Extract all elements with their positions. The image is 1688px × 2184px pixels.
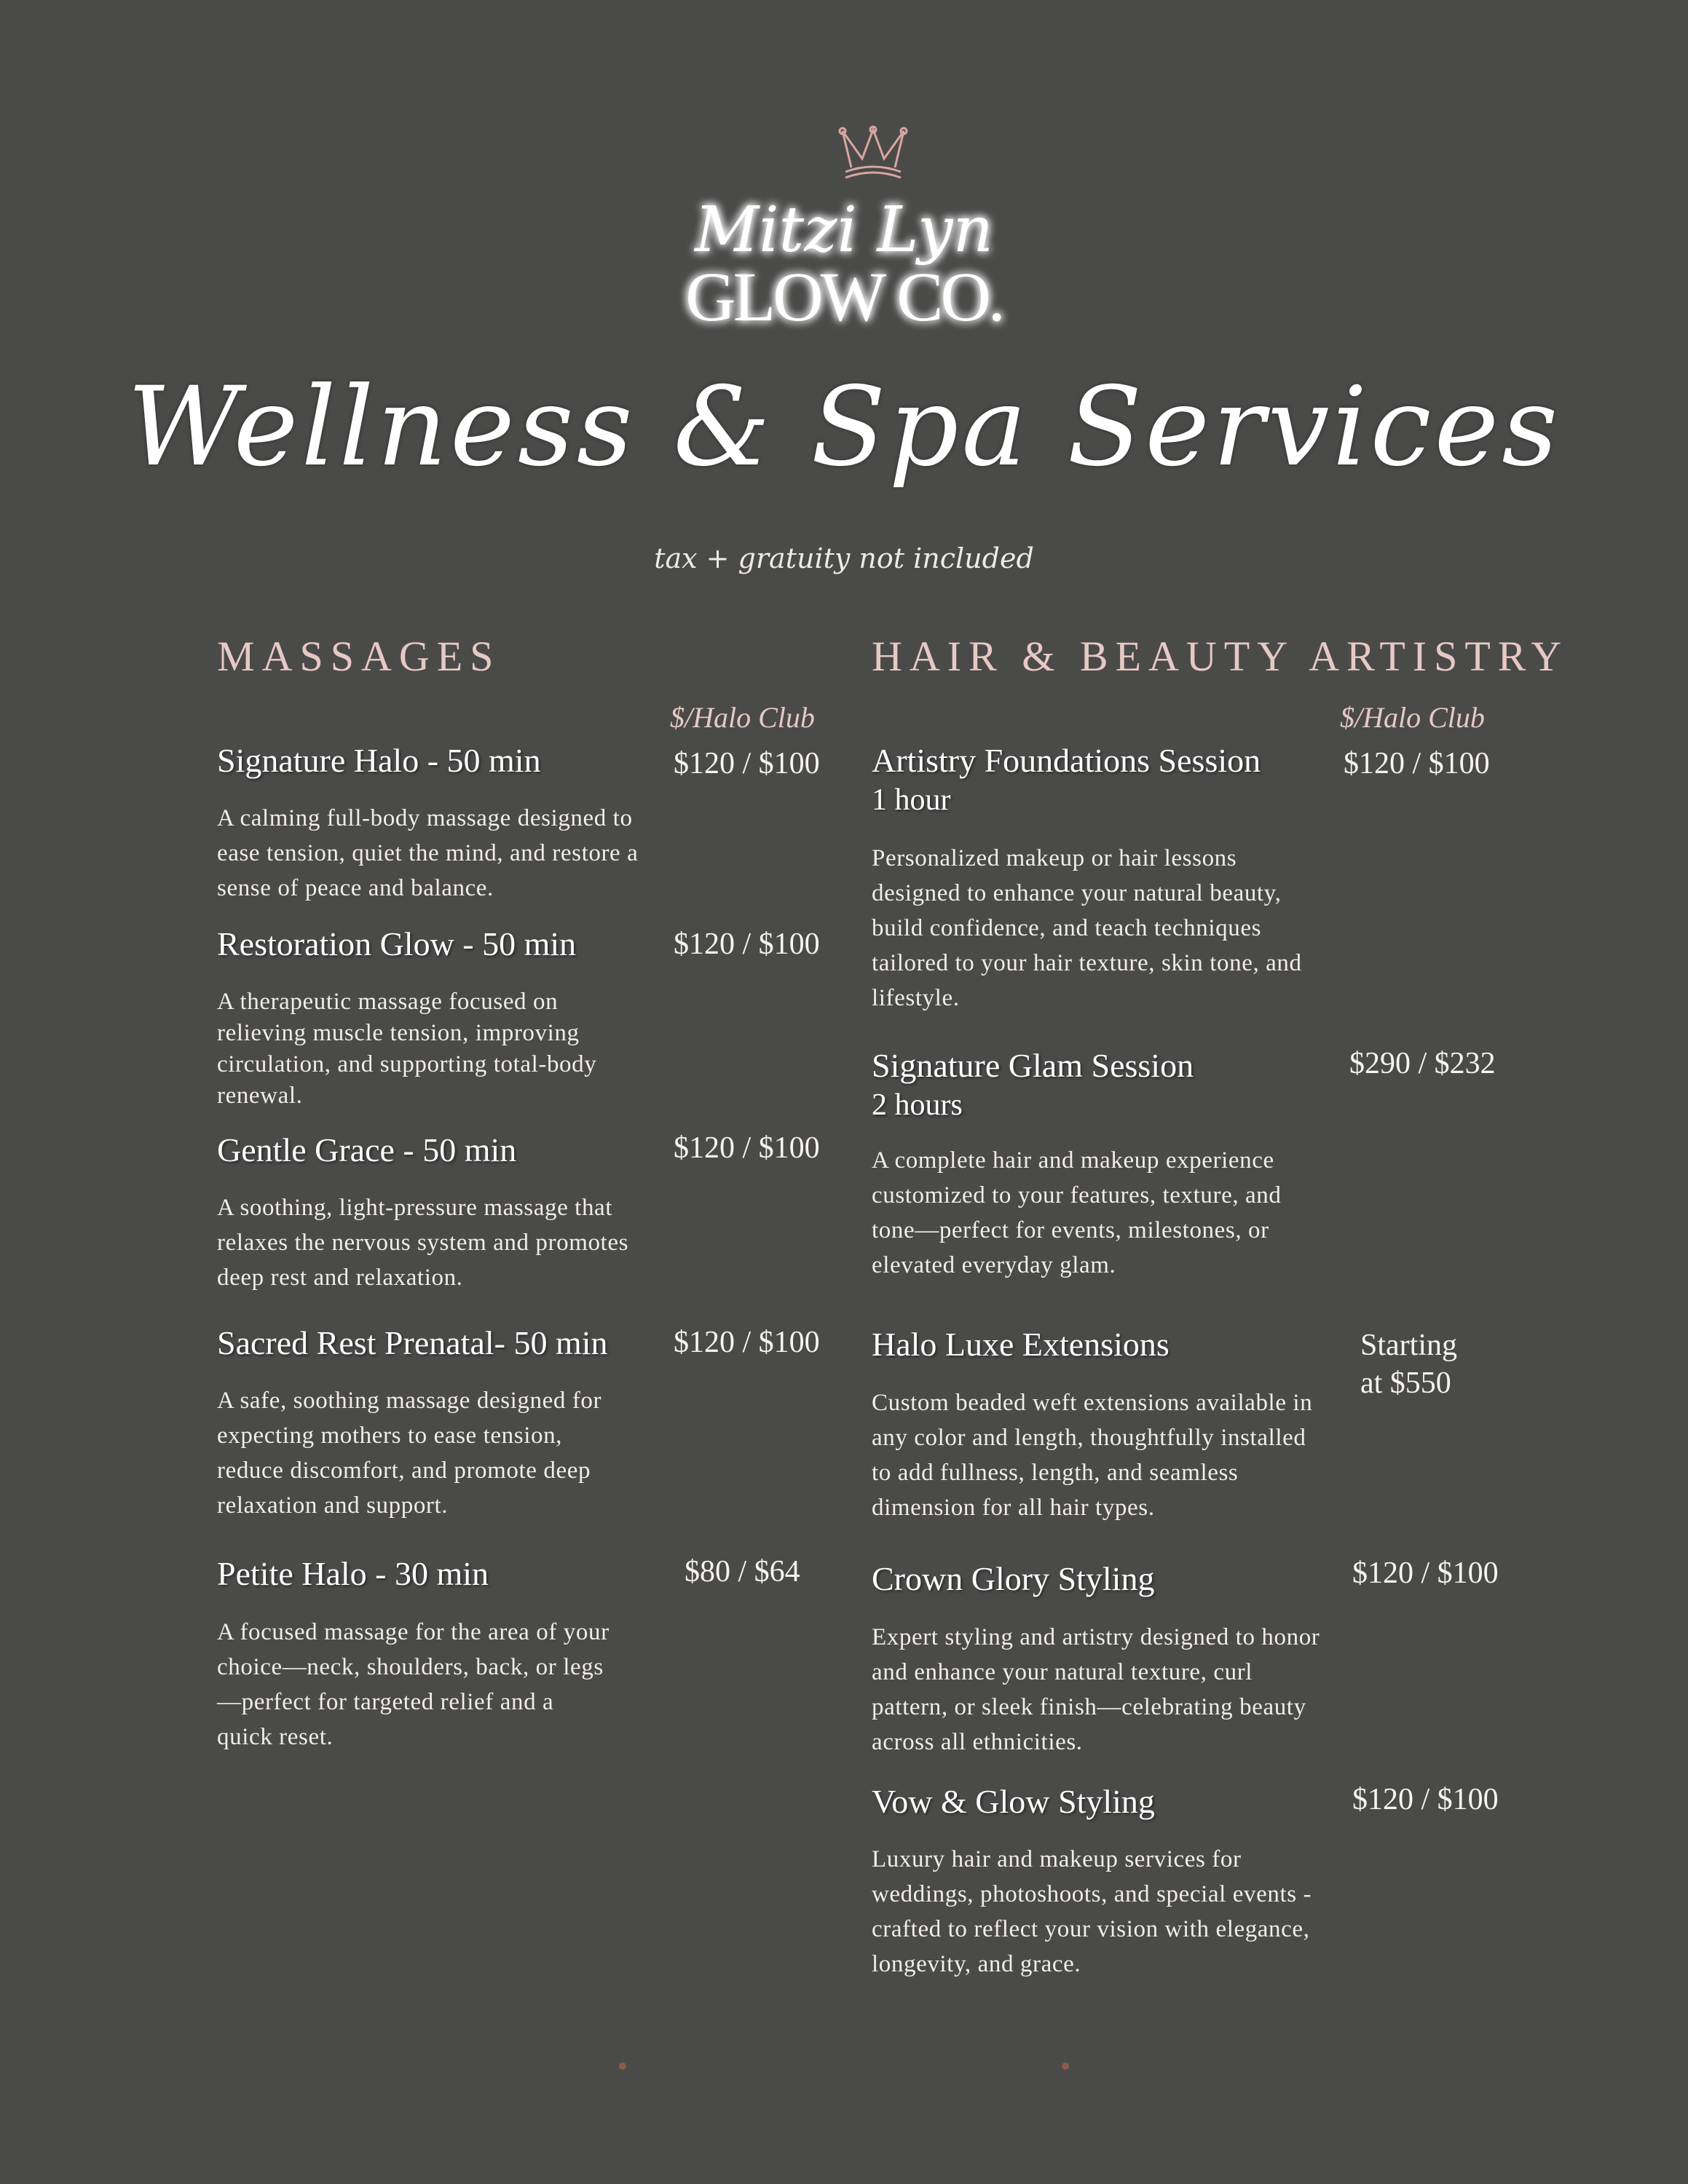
service-description: Custom beaded weft extensions available in any color and length, thoughtfully installed to add fullness, length, and seamless dimension for all hair types. [872, 1390, 1313, 1521]
service-name: Petite Halo - 30 min [217, 1555, 489, 1592]
service-price: $120 / $100 [674, 1326, 820, 1359]
service-price: $120 / $100 [674, 1131, 820, 1165]
service-price: $120 / $100 [674, 927, 820, 961]
service-price: $120 / $100 [674, 747, 820, 780]
page-title: Wellness & Spa Services [127, 364, 1561, 491]
service-description: A focused massage for the area of your choice—neck, shoulders, back, or legs—perfect for targeted relief and a quick reset. [217, 1619, 610, 1750]
tax-note: tax + gratuity not included [654, 542, 1034, 574]
service-name: Artistry Foundations Session [872, 742, 1261, 779]
brand-script: Mitzi Lyn [695, 194, 993, 266]
service-name: Signature Glam Session [872, 1047, 1194, 1084]
service-description: A therapeutic massage focused on relieving muscle tension, improving circulation, and supporting total-body renewal. [217, 989, 597, 1109]
decorative-dot [1062, 2062, 1069, 2070]
brand-glow-co: GLOW CO. [685, 258, 1003, 336]
service-price: $120 / $100 [1344, 747, 1490, 780]
service-name: Sacred Rest Prenatal- 50 min [217, 1324, 608, 1361]
service-description: Expert styling and artistry designed to honor and enhance your natural texture, curl pattern, or sleek finish—celebrating beauty across all ethnicities. [872, 1624, 1320, 1755]
service-description: A soothing, light-pressure massage that relaxes the nervous system and promotes deep rest and relaxation. [217, 1195, 629, 1291]
service-name: Vow & Glow Styling [872, 1783, 1155, 1820]
service-name: Gentle Grace - 50 min [217, 1131, 517, 1168]
service-price: $80 / $64 [685, 1555, 800, 1588]
decorative-dot [619, 2062, 626, 2070]
service-price: Starting at $550 [1360, 1329, 1457, 1400]
service-price: $290 / $232 [1349, 1047, 1496, 1080]
massages-heading: MASSAGES [217, 633, 501, 680]
service-description: Personalized makeup or hair lessons designed to enhance your natural beauty, build confidence, and teach techniques tailored to your hair texture, skin tone, and lifestyle. [872, 845, 1302, 1011]
hair-beauty-price-header: $/Halo Club [1340, 701, 1485, 734]
service-duration: 1 hour [872, 783, 951, 817]
service-name: Halo Luxe Extensions [872, 1326, 1170, 1363]
massages-price-header: $/Halo Club [670, 701, 815, 734]
crown-icon [840, 127, 907, 178]
service-description: A complete hair and makeup experience customized to your features, texture, and tone—perfect for events, milestones, or elevated everyday glam. [872, 1147, 1282, 1278]
service-name: Signature Halo - 50 min [217, 742, 541, 779]
brand-logo [0, 124, 1688, 357]
service-description: Luxury hair and makeup services for weddings, photoshoots, and special events - crafted to reflect your vision with elegance, longevity, and grace. [872, 1846, 1312, 1977]
service-duration: 2 hours [872, 1088, 963, 1122]
service-name: Crown Glory Styling [872, 1560, 1155, 1597]
service-price: $120 / $100 [1352, 1556, 1499, 1590]
service-description: A safe, soothing massage designed for expecting mothers to ease tension, reduce discomfort, and promote deep relaxation and support. [217, 1388, 602, 1519]
service-description: A calming full-body massage designed to ease tension, quiet the mind, and restore a sense of peace and balance. [217, 805, 639, 901]
service-price: $120 / $100 [1352, 1783, 1499, 1816]
hair-beauty-heading: HAIR & BEAUTY ARTISTRY [872, 633, 1569, 680]
service-name: Restoration Glow - 50 min [217, 925, 577, 962]
